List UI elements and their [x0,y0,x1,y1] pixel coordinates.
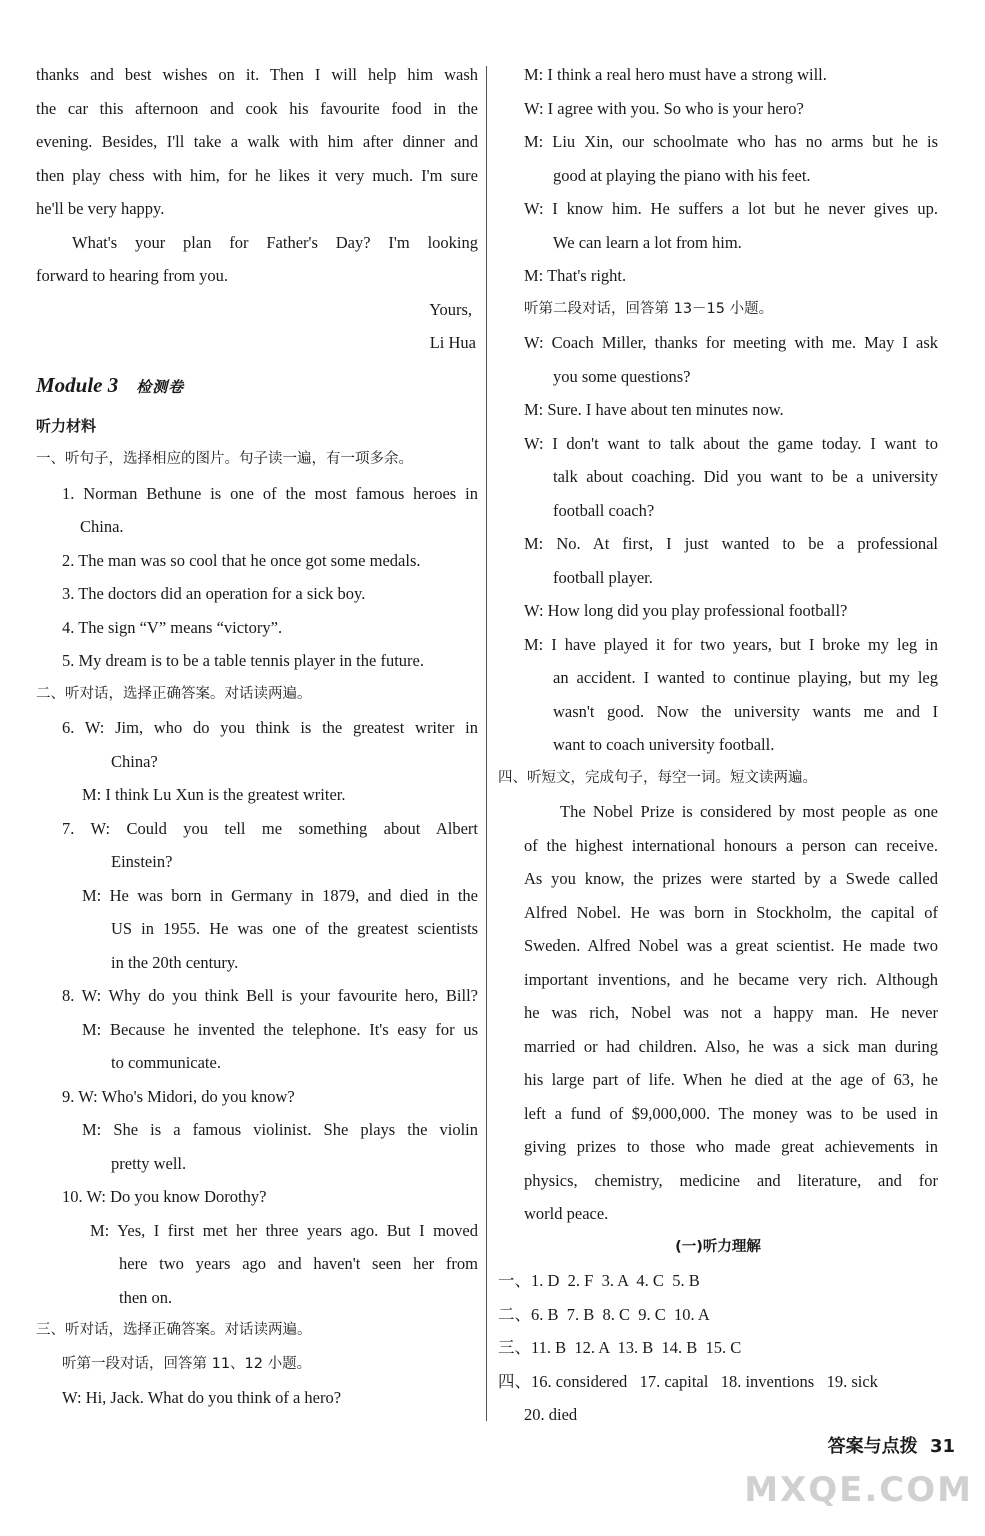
dialog-line: W: I agree with you. So who is your hero? [524,98,804,118]
module-title [36,360,478,410]
section-title: 四、听短文，完成句子，每空一词。短文读两遍。 [498,769,817,786]
dialog-title: 听第二段对话，回答第 13－15 小题。 [524,300,774,317]
footer-label: 答案与点拨 [827,1436,918,1457]
sentence-line: 2. The man was so cool that he once got some medals. [62,550,421,570]
answer-line: 二、6. B 7. B 8. C 9. C 10. A [498,1304,710,1324]
dialog-line: want to coach university football. [553,735,775,754]
section-title: 二、听对话，选择正确答案。对话读两遍。 [36,685,312,702]
passage-line: Sweden. Alfred Nobel was a great scientist. He made two [524,936,938,955]
sentence-line: China. [80,517,124,536]
passage-line: world peace. [524,1204,609,1223]
dialog-line: M: He was born in Germany in 1879, and died in the [82,885,478,905]
answer-line: 三、11. B 12. A 13. B 14. B 15. C [498,1338,742,1357]
sentence-line: 1. Norman Bethune is one of the most famous heroes in [62,483,478,503]
letter-line: he'll be very happy. [36,199,165,218]
page-footer [828,1432,955,1458]
dialog-line: M: She is a famous violinist. She plays the violin [82,1120,478,1139]
module-title-text: Module 3 [36,372,119,397]
letter-signature: Li Hua [429,333,476,352]
passage-line: of the highest international honours a person can receive. [524,835,938,855]
dialog-line: Einstein? [111,852,173,871]
dialog-line: China? [111,751,158,771]
section-title: 三、听对话，选择正确答案。对话读两遍。 [36,1322,312,1338]
passage-line: important inventions, and he became very rich. Although [524,969,938,989]
dialog-line: 8. W: Why do you think Bell is your favourite hero, Bill? [62,986,478,1005]
dialog-line: wasn't good. Now the university wants me and I [553,701,938,721]
dialog-line: M: Because he invented the telephone. It's easy for us [82,1019,478,1039]
dialog-line: talk about coaching. Did you want to be a university [553,467,938,486]
dialog-line: football coach? [553,500,655,520]
passage-line: physics, chemistry, medicine and literature, and for [524,1170,938,1190]
dialog-line: 6. W: Jim, who do you think is the greatest writer in [62,718,478,737]
right-column [498,58,938,1432]
left-column [36,58,478,1415]
dialog-line: W: How long did you play professional football? [524,601,848,620]
dialog-line: 7. W: Could you tell me something about Albert [62,818,478,838]
dialog-line: here two years ago and haven't seen her from [119,1254,478,1273]
dialog-line: you some questions? [553,366,691,386]
watermark: MXQE.COM [744,1470,973,1510]
section-title: 一、听句子，选择相应的图片。句子读一遍，有一项多余。 [36,451,413,467]
page-number: 31 [929,1436,955,1457]
passage-line: he was rich, Nobel was not a happy man. He never [524,1003,938,1022]
dialog-line: then on. [119,1287,173,1307]
dialog-line: to communicate. [111,1053,221,1072]
letter-line: the car this afternoon and cook his favourite food in the [36,98,478,118]
dialog-line: We can learn a lot from him. [553,232,742,252]
letter-line: forward to hearing from you. [36,266,228,285]
dialog-line: pretty well. [111,1153,187,1173]
column-divider [486,66,487,1421]
answers-title: (一)听力理解 [675,1238,761,1255]
sentence-line: 5. My dream is to be a table tennis player in the future. [62,651,424,670]
dialog-line: M: Sure. I have about ten minutes now. [524,400,784,419]
dialog-line: US in 1955. He was one of the greatest scientists [111,919,478,938]
answer-line: 四、16. considered 17. capital 18. inventions 19. sick [498,1371,878,1391]
passage-line: Alfred Nobel. He was born in Stockholm, the capital of [524,902,938,922]
sentence-line: 4. The sign “V” means “victory”. [62,617,283,637]
dialog-line: 9. W: Who's Midori, do you know? [62,1086,295,1106]
dialog-title: 听第一段对话，回答第 11、12 小题。 [62,1355,312,1372]
sentence-line: 3. The doctors did an operation for a sick boy. [62,584,366,603]
dialog-line: M: I have played it for two years, but I broke my leg in [524,634,938,654]
section-heading: 听力材料 [36,416,97,435]
dialog-line: W: Coach Miller, thanks for meeting with me. May I ask [524,333,938,352]
passage-line: married or had children. Also, he was a sick man during [524,1036,938,1056]
dialog-line: M: I think a real hero must have a strong will. [524,65,827,84]
dialog-line: W: I don't want to talk about the game today. I want to [524,433,938,453]
letter-line: evening. Besides, I'll take a walk with him after dinner and [36,132,478,151]
dialog-line: football player. [553,567,653,587]
letter-closing: Yours, [429,299,472,319]
passage-line: left a fund of $9,000,000. The money was to be used in [524,1103,938,1123]
dialog-line: W: I know him. He suffers a lot but he never gives up. [524,199,938,218]
dialog-line: good at playing the piano with his feet. [553,165,811,185]
letter-line: What's your plan for Father's Day? I'm looking [72,232,478,252]
dialog-line: 10. W: Do you know Dorothy? [62,1187,267,1206]
passage-line: As you know, the prizes were started by a Swede called [524,869,938,888]
dialog-line: W: Hi, Jack. What do you think of a hero? [62,1388,342,1407]
dialog-line: M: That's right. [524,266,627,285]
dialog-line: in the 20th century. [111,952,239,972]
answer-line: 20. died [524,1405,578,1424]
passage-line: The Nobel Prize is considered by most people as one [560,802,938,821]
dialog-line: M: No. At first, I just wanted to be a professional [524,534,938,553]
letter-line: then play chess with him, for he likes it very much. I'm sure [36,165,478,185]
dialog-line: an accident. I wanted to continue playing, but my leg [553,668,938,687]
dialog-line: M: Liu Xin, our schoolmate who has no arms but he is [524,132,938,151]
module-subtitle: 检测卷 [136,377,185,396]
letter-line: thanks and best wishes on it. Then I will help him wash [36,65,478,84]
dialog-line: M: Yes, I first met her three years ago. But I moved [90,1220,478,1240]
passage-line: giving prizes to those who made great achievements in [524,1137,938,1156]
dialog-line: M: I think Lu Xun is the greatest writer. [82,785,346,804]
answer-line: 一、1. D 2. F 3. A 4. C 5. B [498,1271,700,1290]
passage-line: his large part of life. When he died at the age of 63, he [524,1070,938,1089]
